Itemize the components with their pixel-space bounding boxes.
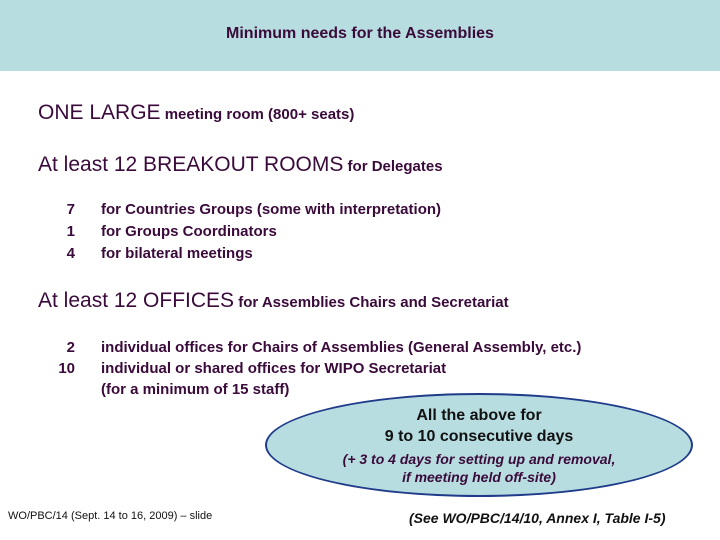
office-item-text: individual offices for Chairs of Assemblies (General Assembly, etc.)	[101, 339, 582, 356]
large-room-heading	[38, 101, 354, 125]
breakout-item-number: 1	[66, 223, 75, 240]
breakout-item-text: for Groups Coordinators	[101, 223, 277, 240]
callout-sub-text	[265, 450, 693, 486]
slide-title: Minimum needs for the Assemblies	[226, 25, 494, 42]
office-item-text: individual or shared offices for WIPO Secretariat	[101, 360, 447, 377]
breakout-item-number: 7	[66, 201, 75, 218]
callout-main-text	[265, 405, 693, 447]
offices-heading-detail: for Assemblies Chairs and Secretariat	[234, 294, 509, 311]
offices-heading-main: At least 12 OFFICES	[38, 289, 235, 312]
callout-line-4: if meeting held off-site)	[402, 469, 556, 485]
breakout-rooms-heading-detail: for Delegates	[343, 158, 443, 175]
callout-line-2: 9 to 10 consecutive days	[384, 428, 574, 445]
office-staff-note: (for a minimum of 15 staff)	[101, 381, 290, 398]
breakout-item-text: for Countries Groups (some with interpretation)	[101, 201, 442, 218]
office-item-number: 10	[58, 360, 75, 377]
offices-heading	[38, 289, 509, 313]
header-bar	[0, 0, 720, 71]
large-room-heading-detail: meeting room (800+ seats)	[160, 106, 355, 123]
breakout-item-number: 4	[66, 245, 75, 262]
footer-document-reference: (See WO/PBC/14/10, Annex I, Table I-5)	[409, 510, 666, 526]
breakout-rooms-heading	[38, 153, 443, 177]
breakout-item-text: for bilateral meetings	[101, 245, 253, 262]
callout-line-3: (+ 3 to 4 days for setting up and removal,	[342, 451, 616, 467]
breakout-rooms-heading-main: At least 12 BREAKOUT ROOMS	[38, 153, 344, 176]
large-room-heading-main: ONE LARGE	[38, 101, 161, 124]
footer-slide-reference: WO/PBC/14 (Sept. 14 to 16, 2009) – slide	[8, 510, 213, 522]
office-item-number: 2	[66, 339, 75, 356]
callout-line-1: All the above for	[416, 407, 542, 424]
